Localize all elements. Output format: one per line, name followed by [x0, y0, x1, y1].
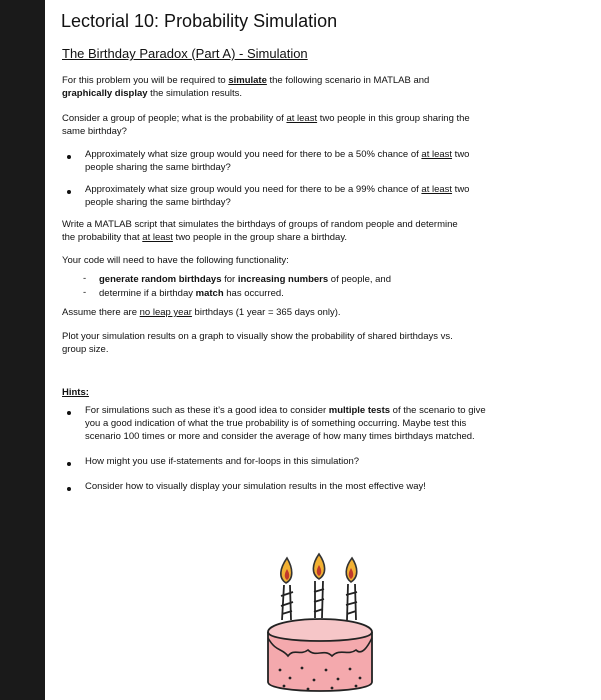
- dash-bullet: -: [83, 287, 87, 298]
- assume-paragraph: [62, 306, 587, 319]
- f2-bold-1: match: [195, 288, 224, 299]
- functionality-item-1: [99, 273, 391, 286]
- intro-graphically: graphically display: [62, 88, 148, 99]
- candle: [346, 584, 357, 620]
- consider-text-2: two people in this group sharing the: [317, 113, 470, 124]
- bullet-dot: [67, 155, 71, 159]
- q1-text-1: Approximately what size group would you need for there to be a 50% chance of: [85, 149, 422, 160]
- dash-bullet: -: [83, 273, 87, 284]
- plot-line-2: group size.: [62, 344, 109, 355]
- intro-text-2: the following scenario in MATLAB and: [266, 75, 430, 86]
- consider-paragraph: [62, 112, 587, 138]
- intro-paragraph: [62, 74, 587, 100]
- birthday-cake-icon: [260, 552, 380, 700]
- h1-line-3: scenario 100 times or more and consider the average of how many times birthdays matched.: [85, 431, 475, 442]
- intro-simulate: simulate: [228, 75, 267, 86]
- q2-text-2: two: [452, 184, 470, 195]
- candle-flame: [346, 558, 357, 582]
- candle-flame: [281, 558, 292, 583]
- write-at-least: at least: [142, 232, 173, 243]
- h1-line-2: you a good indication of what the true probability is of something occurring. Maybe test this: [85, 418, 467, 429]
- plot-line-1: Plot your simulation results on a graph to visually show the probability of shared birthdays vs.: [62, 331, 453, 342]
- bullet-dot: [67, 190, 71, 194]
- section-heading: The Birthday Paradox (Part A) - Simulation: [62, 46, 308, 61]
- candle: [281, 585, 293, 620]
- write-line-1: Write a MATLAB script that simulates the birthdays of groups of random people and determine: [62, 219, 458, 230]
- f1-bold-1: generate random birthdays: [99, 274, 222, 285]
- f2-text-1: determine if a birthday: [99, 288, 196, 299]
- h1-text-1: For simulations such as these it’s a good idea to consider: [85, 405, 329, 416]
- document-page: [45, 0, 601, 700]
- candle: [314, 581, 324, 618]
- intro-text-3: the simulation results.: [147, 88, 243, 99]
- bullet-dot: [67, 487, 71, 491]
- consider-text-1: Consider a group of people; what is the probability of: [62, 113, 287, 124]
- bullet-dot: [67, 411, 71, 415]
- hint-2: How might you use if-statements and for-loops in this simulation?: [85, 456, 360, 467]
- intro-text-1: For this problem you will be required to: [62, 75, 229, 86]
- q1-text-2: two: [452, 149, 470, 160]
- assume-text-1: Assume there are: [62, 307, 140, 318]
- question-2: [85, 183, 585, 209]
- f1-text-2: of people, and: [328, 274, 391, 285]
- write-text-1: the probability that: [62, 232, 143, 243]
- hint-1: [85, 404, 590, 443]
- write-paragraph: [62, 218, 587, 244]
- functionality-item-2: [99, 287, 284, 300]
- plot-paragraph: [62, 330, 587, 356]
- assume-no-leap-year: no leap year: [139, 307, 192, 318]
- write-text-2: two people in the group share a birthday.: [172, 232, 348, 243]
- q2-at-least: at least: [421, 184, 453, 195]
- candle-flame: [313, 554, 324, 579]
- f2-text-2: has occurred.: [223, 288, 284, 299]
- h1-text-2: of the scenario to give: [390, 405, 486, 416]
- q1-at-least: at least: [421, 149, 453, 160]
- f1-bold-2: increasing numbers: [237, 274, 329, 285]
- h1-bold: multiple tests: [328, 405, 391, 416]
- consider-at-least: at least: [286, 113, 318, 124]
- q1-line-2: people sharing the same birthday?: [85, 162, 231, 173]
- hints-heading: Hints:: [62, 387, 89, 398]
- bullet-dot: [67, 462, 71, 466]
- q2-line-2: people sharing the same birthday?: [85, 197, 231, 208]
- q2-text-1: Approximately what size group would you need for there to be a 99% chance of: [85, 184, 422, 195]
- cake-body: [268, 632, 372, 691]
- consider-line-2: same birthday?: [62, 126, 127, 137]
- assume-text-2: birthdays (1 year = 365 days only).: [191, 307, 341, 318]
- question-1: [85, 148, 585, 174]
- page-title: Lectorial 10: Probability Simulation: [61, 11, 338, 31]
- hint-3: Consider how to visually display your simulation results in the most effective way!: [85, 481, 426, 492]
- f1-text-1: for: [221, 274, 238, 285]
- functionality-intro: Your code will need to have the following functionality:: [62, 255, 289, 266]
